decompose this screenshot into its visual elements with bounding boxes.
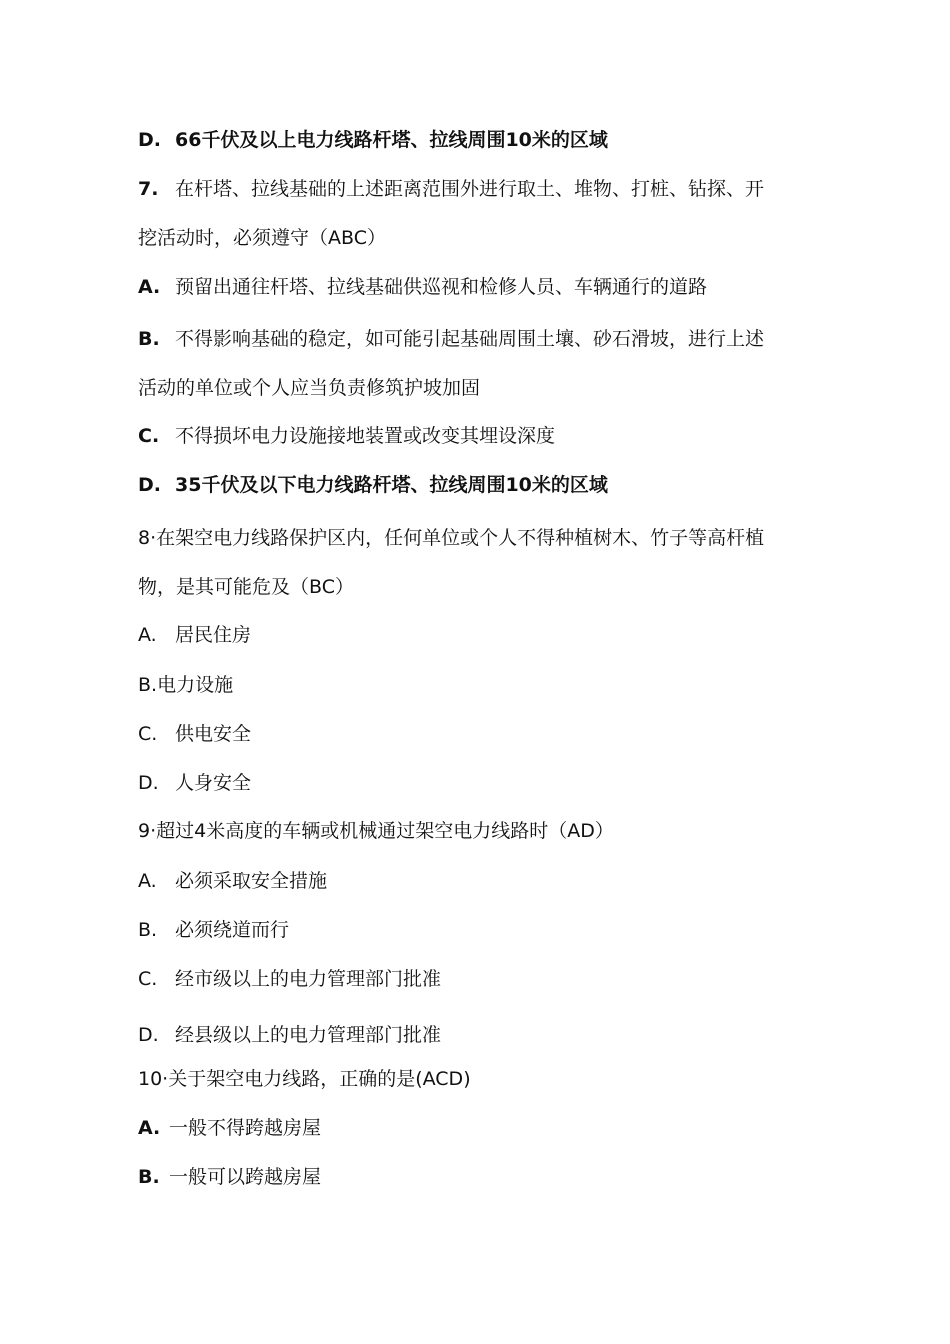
option-text: 不得影响基础的稳定，如可能引起基础周围土壤、砂石滑坡，进行上述: [175, 328, 765, 350]
question-line-continued: [138, 226, 386, 250]
option-text: 活动的单位或个人应当负责修筑护坡加固: [138, 377, 481, 399]
option-label: D.: [138, 474, 161, 496]
option-label: C.: [138, 723, 158, 745]
option-text: 一般不得跨越房屋: [169, 1117, 322, 1139]
option-line: [138, 918, 289, 942]
option-line: [138, 771, 251, 795]
question-text: 物，是其可能危及（BC）: [138, 576, 354, 598]
question-line: [138, 526, 764, 550]
option-label: D.: [138, 129, 161, 151]
option-label: C.: [138, 425, 160, 447]
question-line: [138, 177, 764, 201]
option-line: [138, 327, 764, 351]
option-label: A.: [138, 276, 161, 298]
option-label: B.: [138, 1166, 160, 1188]
option-line: [138, 623, 251, 647]
option-text: 一般可以跨越房屋: [169, 1166, 322, 1188]
option-text: 供电安全: [175, 723, 252, 745]
option-line: [138, 1165, 321, 1189]
option-text: 经县级以上的电力管理部门批准: [175, 1024, 442, 1046]
option-line: [138, 722, 251, 746]
option-line: [138, 1023, 441, 1047]
option-label: A.: [138, 870, 157, 892]
option-text: B.电力设施: [138, 674, 234, 696]
option-text: 不得损坏电力设施接地装置或改变其埋设深度: [175, 425, 556, 447]
option-label: D.: [138, 772, 159, 794]
option-text: 必须采取安全措施: [175, 870, 328, 892]
option-text: 66千伏及以上电力线路杆塔、拉线周围10米的区域: [175, 129, 608, 151]
option-label: D.: [138, 1024, 159, 1046]
option-text: 人身安全: [175, 772, 252, 794]
option-line-continued: [138, 376, 480, 400]
option-label: C.: [138, 968, 158, 990]
option-line: [138, 1116, 321, 1140]
question-line-continued: [138, 575, 354, 599]
option-text: 必须绕道而行: [175, 919, 290, 941]
question-number: 7.: [138, 178, 159, 200]
option-label: B.: [138, 919, 158, 941]
option-text: 预留出通往杆塔、拉线基础供巡视和检修人员、车辆通行的道路: [175, 276, 708, 298]
question-line: [138, 819, 614, 843]
option-line: [138, 275, 707, 299]
question-text: 在杆塔、拉线基础的上述距离范围外进行取土、堆物、打桩、钻探、开: [175, 178, 765, 200]
option-line: [138, 473, 608, 497]
option-line: [138, 869, 327, 893]
option-label: A.: [138, 1117, 161, 1139]
option-text: 居民住房: [175, 624, 252, 646]
question-text: 挖活动时，必须遵守（ABC）: [138, 227, 386, 249]
question-text: 10·关于架空电力线路，正确的是(ACD): [138, 1068, 471, 1090]
option-label: B.: [138, 328, 160, 350]
option-text: 经市级以上的电力管理部门批准: [175, 968, 442, 990]
option-line: [138, 673, 233, 697]
question-line: [138, 1067, 471, 1091]
option-text: 35千伏及以下电力线路杆塔、拉线周围10米的区域: [175, 474, 608, 496]
option-line: [138, 128, 608, 152]
option-line: [138, 424, 555, 448]
question-text: 8·在架空电力线路保护区内，任何单位或个人不得种植树木、竹子等高杆植: [138, 527, 765, 549]
option-label: A.: [138, 624, 157, 646]
question-text: 9·超过4米高度的车辆或机械通过架空电力线路时（AD）: [138, 820, 614, 842]
option-line: [138, 967, 441, 991]
